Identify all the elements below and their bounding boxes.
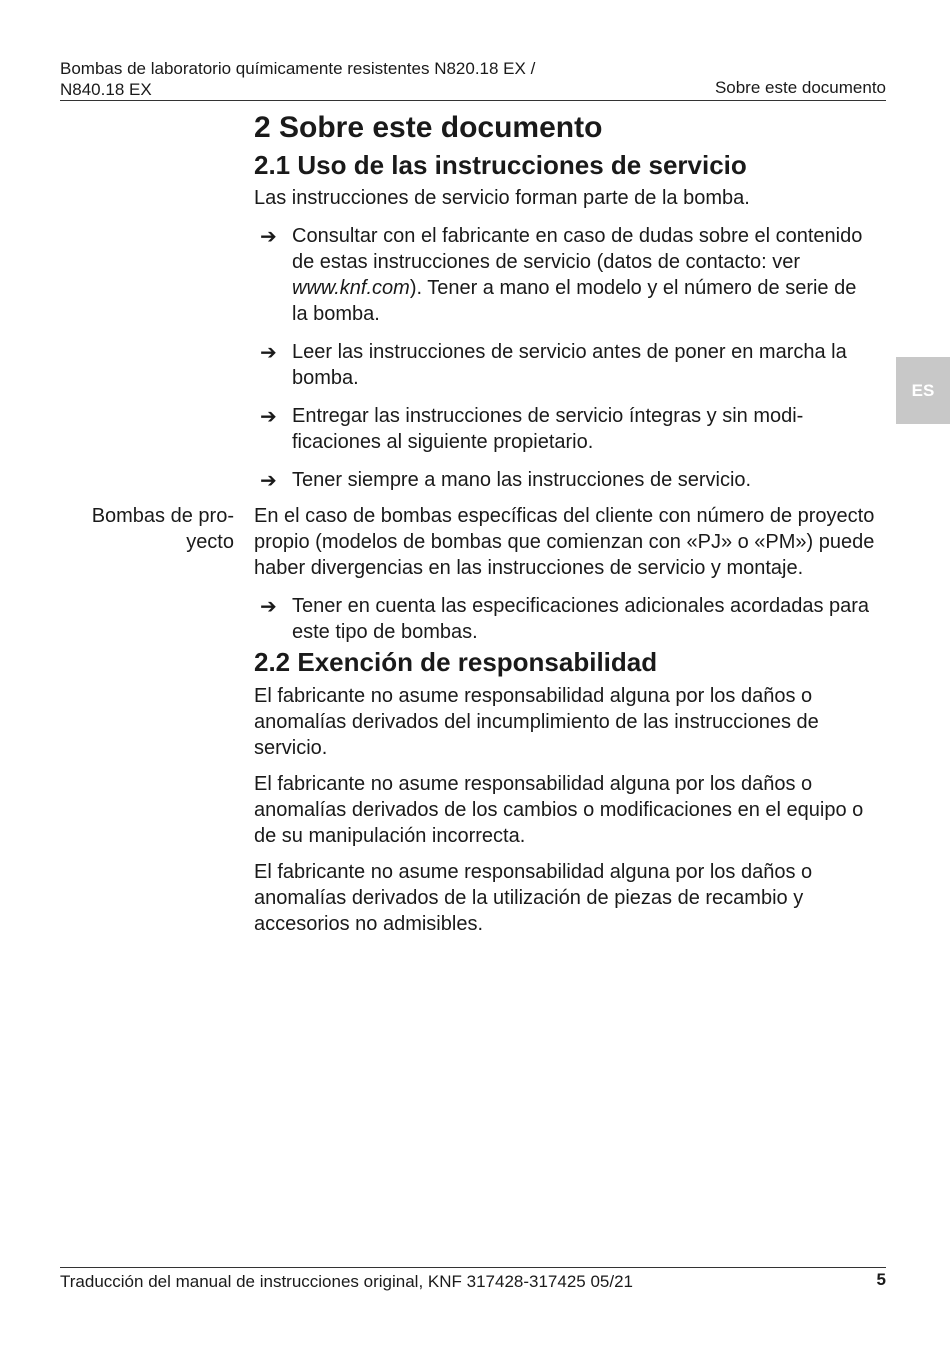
list-item [254,593,876,645]
list-item-text: Entregar las instrucciones de servicio íntegras y sin modificaciones al siguiente propietario. [292,405,804,453]
main-content [91,108,876,937]
running-header-section: Sobre este documento [714,78,886,97]
website-link[interactable]: www.knf.com [292,277,410,299]
header-title-line-2: N840.18 EX [60,80,152,99]
arrow-right-icon: ➔ [260,224,277,248]
list-item [254,223,876,327]
disclaimer-paragraph: El fabricante no asume responsabilidad alguna por los daños o anomalías derivados de los cambios o modificaciones en el equipo o de su manipulación incorrecta. [254,773,864,847]
section-heading-2-2: 2.2 Exención de responsabilidad [254,647,658,677]
margin-note: Bombas de proyecto [91,505,234,553]
language-tab: ES [896,357,950,424]
arrow-right-icon: ➔ [260,340,277,364]
footer-text: Traducción del manual de instrucciones original, KNF 317428-317425 05/21 [60,1272,634,1291]
header-title-line-1: Bombas de laboratorio químicamente resistentes N820.18 EX / [60,59,536,78]
disclaimer-paragraph: El fabricante no asume responsabilidad alguna por los daños o anomalías derivados de la utilización de piezas de recambio y accesorios no admisibles. [254,861,813,935]
list-item [254,467,876,493]
arrow-right-icon: ➔ [260,594,277,618]
page-number: 5 [876,1270,886,1289]
project-instruction-list [254,593,876,645]
arrow-right-icon: ➔ [260,468,277,492]
list-item [254,403,876,455]
running-header-title [60,58,535,100]
project-pumps-block [91,503,876,645]
chapter-title: 2 Sobre este documento [254,111,603,144]
header-divider [60,100,886,101]
section-heading-2-1: 2.1 Uso de las instrucciones de servicio [254,150,747,180]
arrow-right-icon: ➔ [260,404,277,428]
section-2-1-lead: Las instrucciones de servicio forman parte de la bomba. [254,187,750,209]
list-item [254,339,876,391]
instruction-list [254,223,876,493]
list-item-text: Tener siempre a mano las instrucciones de servicio. [292,469,752,491]
list-item-text: Tener en cuenta las especificaciones adicionales acordadas para este tipo de bombas. [292,595,870,643]
list-item-text: Leer las instrucciones de servicio antes de poner en marcha la bomba. [292,341,847,389]
project-pumps-text: En el caso de bombas específicas del cliente con número de proyecto propio (modelos de bombas que comienzan con «PJ» o «PM») puede haber divergencias en las instrucciones de servicio y montaje. [254,505,875,579]
footer-divider [60,1267,886,1268]
disclaimer-paragraph: El fabricante no asume responsabilidad alguna por los daños o anomalías derivados del incumplimiento de las instrucciones de servicio. [254,685,819,759]
list-item-text: Consultar con el fabricante en caso de dudas sobre el contenido de estas instrucciones de servicio (datos de contacto: ver www.knf.com). Tener a mano el modelo y el número de serie de la bomba. [292,225,863,325]
